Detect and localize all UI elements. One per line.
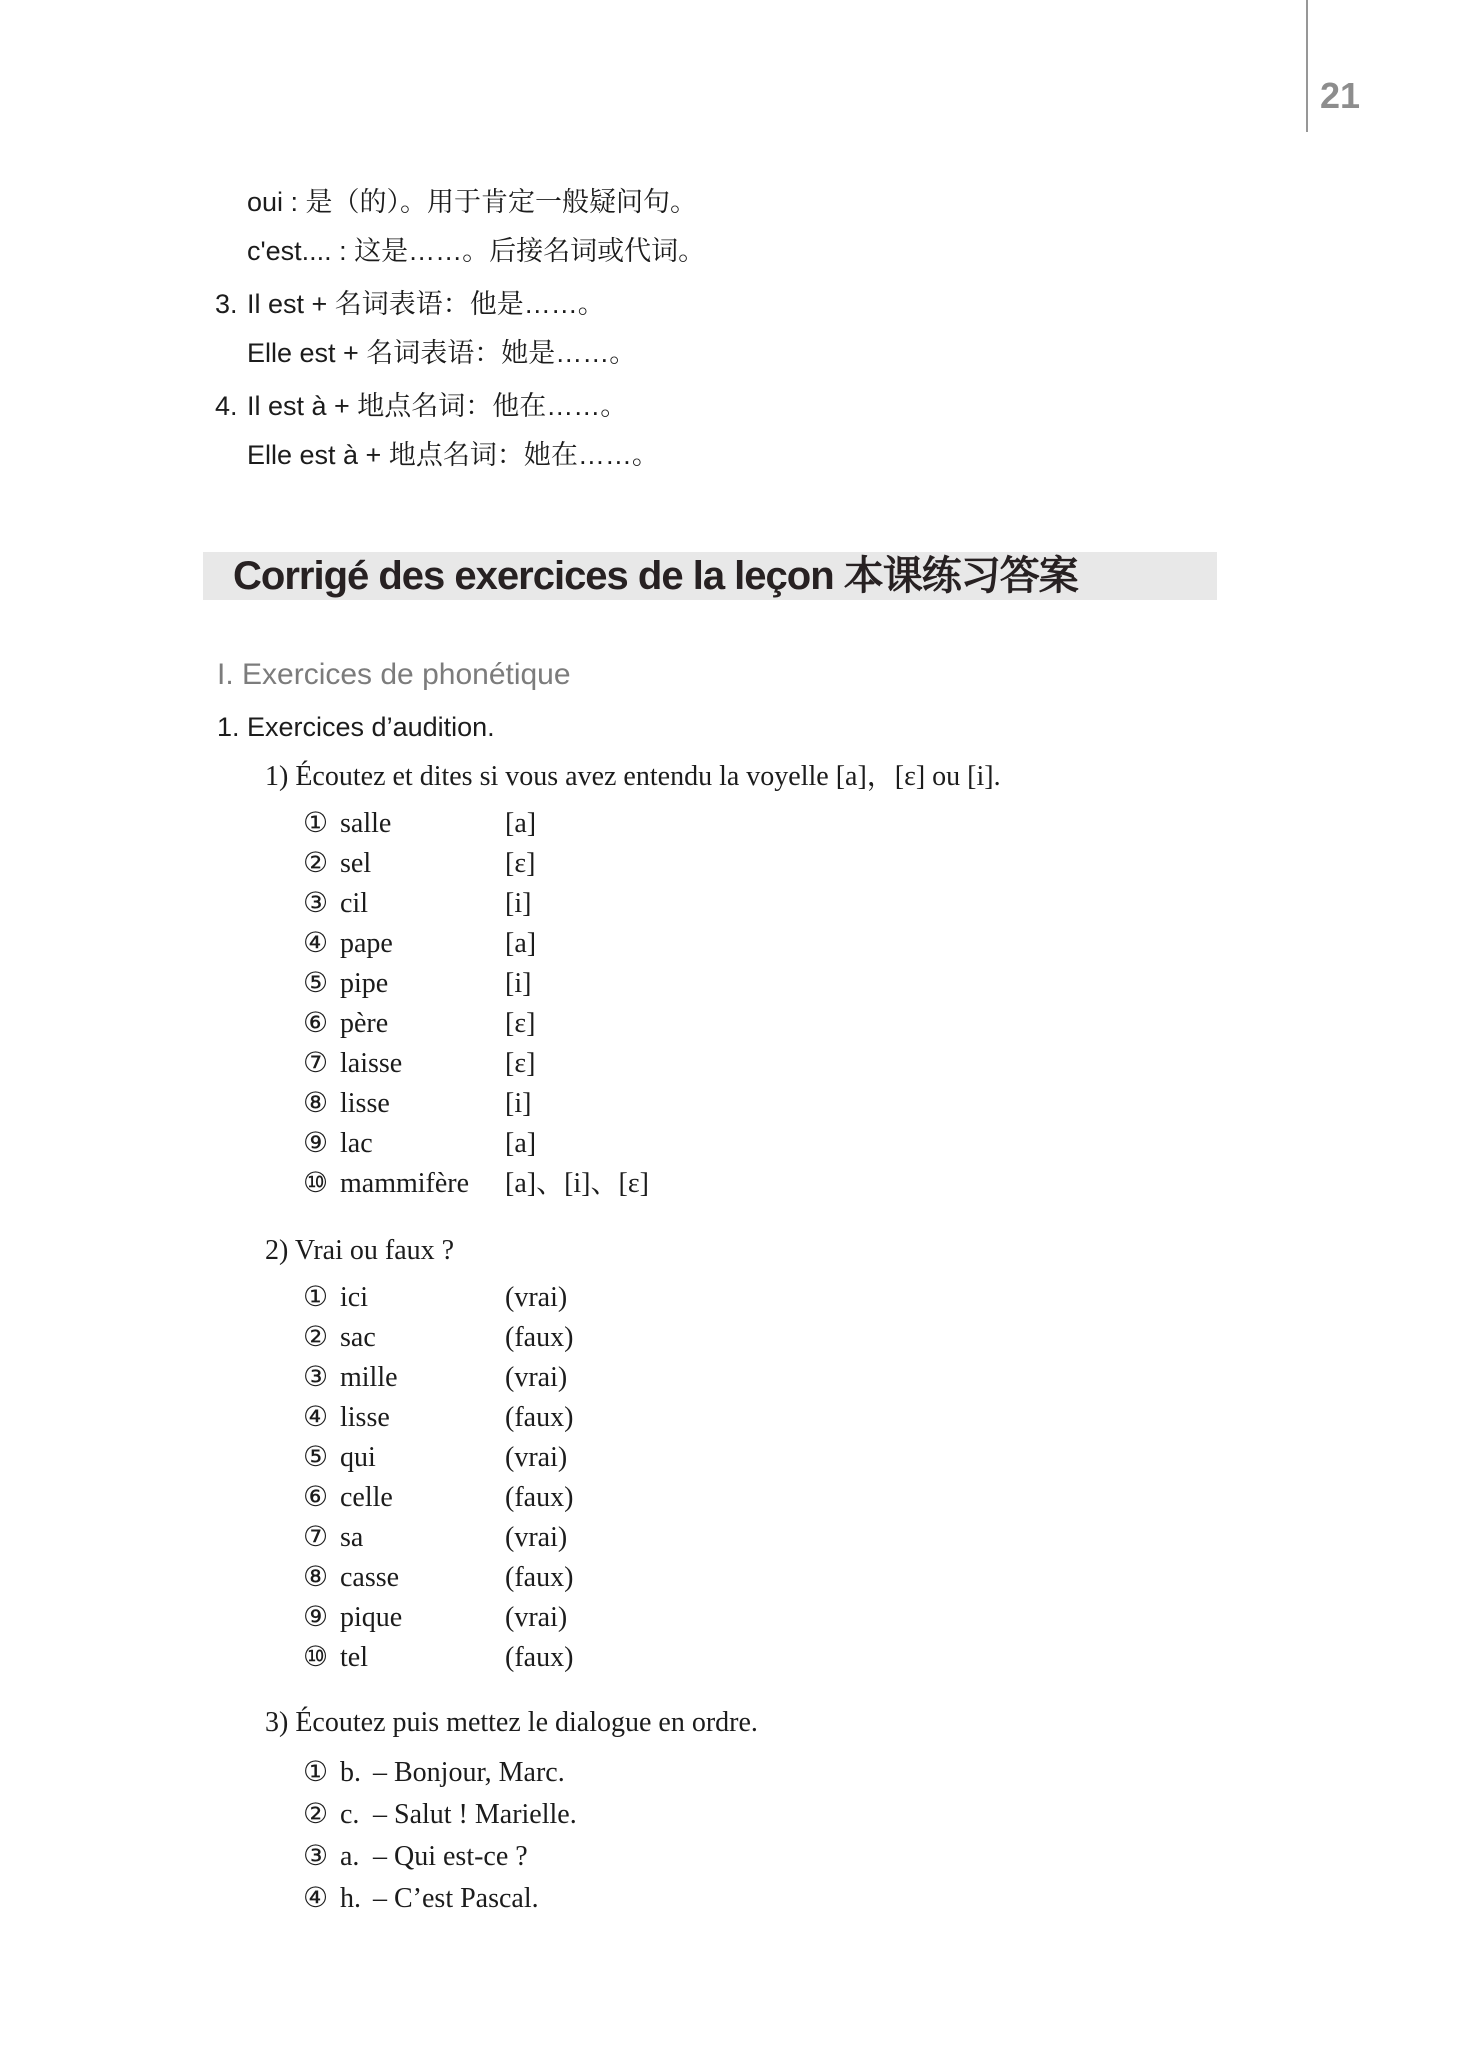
note-text: Il est + 名词表语：他是……。 xyxy=(247,289,605,319)
list-item xyxy=(303,1044,1457,1084)
dialogue-text: – Qui est-ce ? xyxy=(373,1841,528,1872)
dialogue-item xyxy=(303,1836,1457,1878)
item-number: ① xyxy=(303,808,329,839)
note-marker xyxy=(215,178,247,227)
note-marker: 4. xyxy=(215,391,238,421)
list-item xyxy=(303,1398,1457,1438)
note-line xyxy=(215,280,1457,329)
note-line xyxy=(215,382,1457,431)
list-item xyxy=(303,964,1457,1004)
item-answer: (vrai) xyxy=(505,1522,568,1553)
note-line xyxy=(215,178,1457,227)
item-number: ② xyxy=(303,1322,329,1353)
item-number: ⑤ xyxy=(303,1442,329,1473)
note-text: oui : 是（的）。用于肯定一般疑问句。 xyxy=(247,187,698,217)
dialogue-item xyxy=(303,1878,1457,1920)
item-number: ① xyxy=(303,1282,329,1313)
item-word: tel xyxy=(340,1642,368,1673)
item-answer: [ɛ] xyxy=(505,848,536,879)
note-text: Il est à + 地点名词：他在……。 xyxy=(247,391,628,421)
item-word: sel xyxy=(340,848,372,879)
note-line xyxy=(215,227,1457,276)
section-banner xyxy=(203,552,1217,600)
item-number: ⑦ xyxy=(303,1522,329,1553)
item-number: ④ xyxy=(303,928,329,959)
list-item xyxy=(303,844,1457,884)
list-item xyxy=(303,1004,1457,1044)
dialogue-item xyxy=(303,1752,1457,1794)
note-marker xyxy=(215,227,247,276)
item-answer: (vrai) xyxy=(505,1362,568,1393)
list-item xyxy=(303,1638,1457,1678)
item-word: lac xyxy=(340,1128,373,1159)
item-number: ② xyxy=(303,1799,329,1830)
item-number: ④ xyxy=(303,1402,329,1433)
item-word: mille xyxy=(340,1362,398,1393)
dialogue-item xyxy=(303,1794,1457,1836)
item-answer: (faux) xyxy=(505,1642,574,1673)
item-answer: [a] xyxy=(505,1128,537,1159)
item-answer: (faux) xyxy=(505,1482,574,1513)
item-answer: [ɛ] xyxy=(505,1048,536,1079)
item-word: mammifère xyxy=(340,1168,470,1199)
item-word: laisse xyxy=(340,1048,403,1079)
item-number: ③ xyxy=(303,1841,329,1872)
exercise3-prompt: 3) Écoutez puis mettez le dialogue en ordre. xyxy=(265,1707,758,1738)
list-item xyxy=(303,1084,1457,1124)
note-marker xyxy=(215,431,247,480)
item-answer: (faux) xyxy=(505,1562,574,1593)
item-answer: (faux) xyxy=(505,1322,574,1353)
item-number: ⑤ xyxy=(303,968,329,999)
page-number: 21 xyxy=(1320,75,1361,116)
item-word: celle xyxy=(340,1482,393,1513)
item-number: ⑨ xyxy=(303,1602,329,1633)
dialogue-text: – Salut ! Marielle. xyxy=(373,1799,577,1830)
dialogue-text: – C’est Pascal. xyxy=(373,1883,539,1914)
item-letter: h. xyxy=(340,1883,361,1914)
list-item xyxy=(303,1598,1457,1638)
list-item xyxy=(303,1478,1457,1518)
item-number: ① xyxy=(303,1757,329,1788)
exercise3-list xyxy=(303,1752,1457,1920)
list-item xyxy=(303,1558,1457,1598)
item-number: ⑥ xyxy=(303,1482,329,1513)
item-word: ici xyxy=(340,1282,368,1313)
item-word: pipe xyxy=(340,968,389,999)
item-answer: (vrai) xyxy=(505,1282,568,1313)
item-answer: (vrai) xyxy=(505,1602,568,1633)
item-number: ⑧ xyxy=(303,1562,329,1593)
page-corner-rule xyxy=(1306,0,1308,132)
list-item xyxy=(303,1438,1457,1478)
item-answer: [a]、[i]、[ɛ] xyxy=(505,1168,649,1199)
item-word: qui xyxy=(340,1442,376,1473)
item-answer: [i] xyxy=(505,968,532,999)
exercise1-list xyxy=(303,804,1457,1204)
section-banner-title: Corrigé des exercices de la leçon 本课练习答案 xyxy=(233,554,1078,598)
item-number: ③ xyxy=(303,888,329,919)
grammar-notes xyxy=(215,178,1457,480)
item-number: ③ xyxy=(303,1362,329,1393)
item-word: salle xyxy=(340,808,392,839)
item-word: pape xyxy=(340,928,393,959)
audition-subheading: 1. Exercices d’audition. xyxy=(217,712,495,742)
list-item xyxy=(303,1518,1457,1558)
exercise1-prompt: 1) Écoutez et dites si vous avez entendu la voyelle [a]，[ɛ] ou [i]. xyxy=(265,761,1001,792)
item-number: ⑨ xyxy=(303,1128,329,1159)
exercise2-prompt: 2) Vrai ou faux ? xyxy=(265,1235,455,1266)
item-answer: [i] xyxy=(505,1088,532,1119)
list-item xyxy=(303,1318,1457,1358)
dialogue-text: – Bonjour, Marc. xyxy=(373,1757,565,1788)
item-number: ⑥ xyxy=(303,1008,329,1039)
note-marker: 3. xyxy=(215,289,238,319)
item-answer: [a] xyxy=(505,928,537,959)
item-number: ④ xyxy=(303,1883,329,1914)
item-word: lisse xyxy=(340,1402,390,1433)
list-item xyxy=(303,1358,1457,1398)
list-item xyxy=(303,1164,1457,1204)
item-number: ⑧ xyxy=(303,1088,329,1119)
item-answer: [i] xyxy=(505,888,532,919)
item-word: lisse xyxy=(340,1088,390,1119)
note-text: c'est.... : 这是……。后接名词或代词。 xyxy=(247,236,706,266)
item-letter: a. xyxy=(340,1841,360,1872)
item-word: casse xyxy=(340,1562,400,1593)
item-number: ② xyxy=(303,848,329,879)
item-word: sac xyxy=(340,1322,376,1353)
item-answer: (vrai) xyxy=(505,1442,568,1473)
item-word: cil xyxy=(340,888,368,919)
note-marker xyxy=(215,329,247,378)
note-text: Elle est à + 地点名词：她在……。 xyxy=(247,440,659,470)
list-item xyxy=(303,804,1457,844)
exercise2-list xyxy=(303,1278,1457,1678)
item-answer: [a] xyxy=(505,808,537,839)
item-answer: [ɛ] xyxy=(505,1008,536,1039)
item-word: père xyxy=(340,1008,389,1039)
item-number: ⑩ xyxy=(303,1642,329,1673)
item-number: ⑦ xyxy=(303,1048,329,1079)
list-item xyxy=(303,884,1457,924)
item-letter: b. xyxy=(340,1757,361,1788)
note-line xyxy=(215,431,1457,480)
item-word: sa xyxy=(340,1522,364,1553)
item-answer: (faux) xyxy=(505,1402,574,1433)
list-item xyxy=(303,1124,1457,1164)
list-item xyxy=(303,924,1457,964)
phonetics-heading: I. Exercices de phonétique xyxy=(217,658,571,691)
item-number: ⑩ xyxy=(303,1168,329,1199)
item-letter: c. xyxy=(340,1799,360,1830)
item-word: pique xyxy=(340,1602,403,1633)
note-text: Elle est + 名词表语：她是……。 xyxy=(247,338,637,368)
list-item xyxy=(303,1278,1457,1318)
note-line xyxy=(215,329,1457,378)
